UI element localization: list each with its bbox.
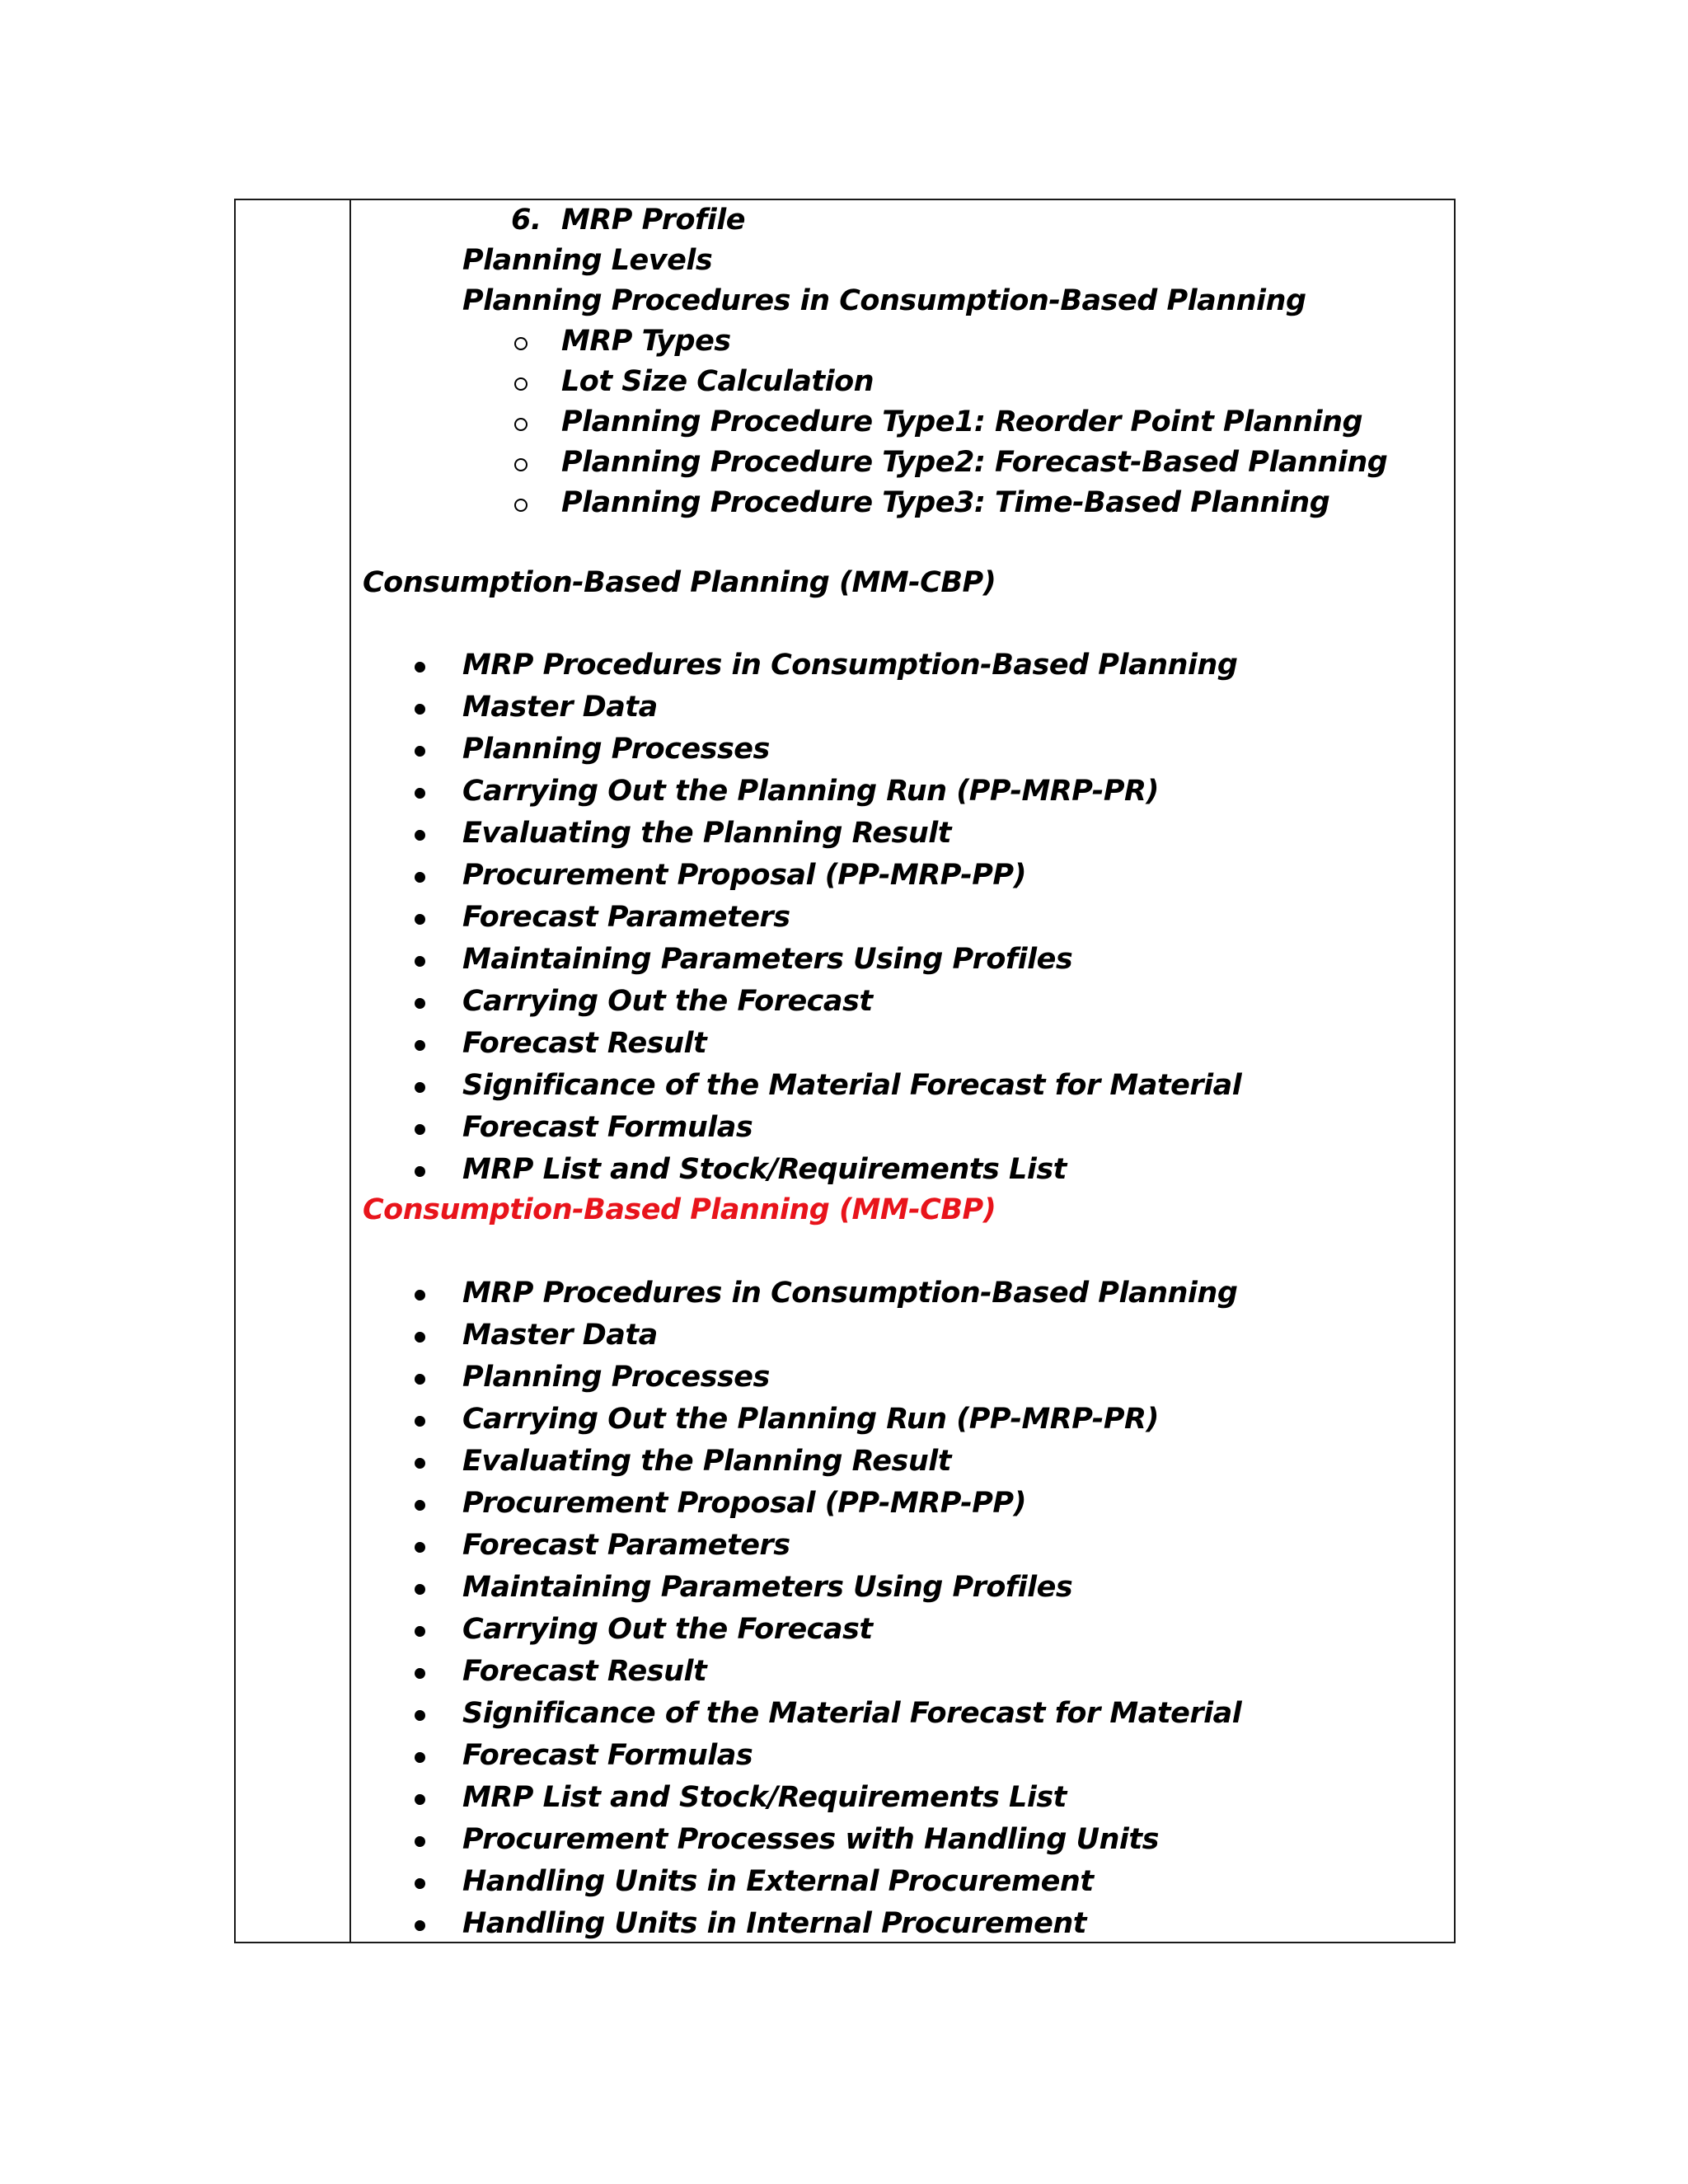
bullet-dot-icon	[415, 1710, 425, 1721]
bullet-dot-icon	[415, 1584, 425, 1595]
bullet-dot-icon	[415, 1836, 425, 1847]
section-heading: Consumption-Based Planning (MM-CBP)	[363, 566, 996, 599]
list-item-text: MRP Types	[561, 325, 731, 358]
bullet-dot-icon	[415, 1794, 425, 1805]
list-item-text: Evaluating the Planning Result	[462, 1445, 952, 1478]
bullet-dot-icon	[415, 1124, 425, 1135]
sub-heading-planning-procedures: Planning Procedures in Consumption-Based Planning	[462, 284, 1306, 317]
list-item-text: Maintaining Parameters Using Profiles	[462, 1571, 1073, 1604]
circle-bullet-icon	[514, 377, 528, 391]
bullet-dot-icon	[415, 1920, 425, 1931]
circle-bullet-icon	[514, 337, 528, 350]
bullet-dot-icon	[415, 662, 425, 673]
circle-bullet-icon	[514, 499, 528, 512]
list-item-text: Forecast Parameters	[462, 1529, 790, 1562]
list-number: 6.	[511, 204, 542, 237]
bullet-dot-icon	[415, 1290, 425, 1301]
bullet-dot-icon	[415, 1416, 425, 1427]
list-item-text: Lot Size Calculation	[561, 365, 874, 398]
bullet-dot-icon	[415, 830, 425, 841]
bullet-dot-icon	[415, 1166, 425, 1177]
section-heading-highlighted: Consumption-Based Planning (MM-CBP)	[363, 1193, 996, 1226]
bullet-dot-icon	[415, 1374, 425, 1385]
bullet-dot-icon	[415, 956, 425, 967]
list-item-text: Handling Units in External Procurement	[462, 1865, 1094, 1898]
bullet-dot-icon	[415, 914, 425, 925]
list-item-text: Carrying Out the Forecast	[462, 1613, 873, 1646]
bullet-dot-icon	[415, 1040, 425, 1051]
list-item-text: Carrying Out the Planning Run (PP-MRP-PR)	[462, 775, 1159, 808]
list-item-text: Forecast Result	[462, 1655, 707, 1688]
list-item-text: Master Data	[462, 1319, 658, 1352]
bullet-dot-icon	[415, 1626, 425, 1637]
bullet-dot-icon	[415, 788, 425, 799]
list-item-text: Handling Units in Internal Procurement	[462, 1907, 1086, 1940]
list-item-text: Carrying Out the Planning Run (PP-MRP-PR)	[462, 1403, 1159, 1436]
list-item-text: Master Data	[462, 691, 658, 724]
bullet-dot-icon	[415, 1458, 425, 1469]
table-column-divider	[349, 200, 351, 1942]
list-item-text: Significance of the Material Forecast for Material	[462, 1069, 1242, 1102]
list-item-text: Maintaining Parameters Using Profiles	[462, 943, 1073, 976]
bullet-dot-icon	[415, 872, 425, 883]
list-item-text: Forecast Formulas	[462, 1739, 753, 1772]
circle-bullet-icon	[514, 458, 528, 471]
list-item-text: Planning Procedure Type2: Forecast-Based Planning	[561, 446, 1388, 479]
list-item-text: Planning Procedure Type3: Time-Based Planning	[561, 486, 1330, 519]
list-item-text: MRP Procedures in Consumption-Based Planning	[462, 1277, 1238, 1310]
list-item-text: Forecast Result	[462, 1027, 707, 1060]
list-item-text: MRP List and Stock/Requirements List	[462, 1781, 1067, 1814]
list-item-text: Planning Processes	[462, 733, 770, 766]
list-item-text: Forecast Parameters	[462, 901, 790, 934]
bullet-dot-icon	[415, 1668, 425, 1679]
bullet-dot-icon	[415, 1500, 425, 1511]
bullet-dot-icon	[415, 704, 425, 715]
bullet-dot-icon	[415, 1752, 425, 1763]
list-item-text: MRP List and Stock/Requirements List	[462, 1153, 1067, 1186]
list-item-text: Procurement Proposal (PP-MRP-PP)	[462, 1487, 1027, 1520]
list-item-text: Procurement Processes with Handling Units	[462, 1823, 1159, 1856]
list-item-text: Procurement Proposal (PP-MRP-PP)	[462, 859, 1027, 892]
circle-bullet-icon	[514, 418, 528, 431]
bullet-dot-icon	[415, 1082, 425, 1093]
bullet-dot-icon	[415, 746, 425, 757]
list-item-text: Planning Processes	[462, 1361, 770, 1394]
list-item-text: Forecast Formulas	[462, 1111, 753, 1144]
bullet-dot-icon	[415, 998, 425, 1009]
bullet-dot-icon	[415, 1542, 425, 1553]
list-item-text: MRP Procedures in Consumption-Based Planning	[462, 649, 1238, 682]
list-item-text: Significance of the Material Forecast for Material	[462, 1697, 1242, 1730]
list-item-text: Planning Procedure Type1: Reorder Point Planning	[561, 405, 1363, 438]
list-item-text: Carrying Out the Forecast	[462, 985, 873, 1018]
list-item-text: Evaluating the Planning Result	[462, 817, 952, 850]
sub-heading-planning-levels: Planning Levels	[462, 244, 713, 277]
bullet-dot-icon	[415, 1878, 425, 1889]
numbered-item-label: MRP Profile	[561, 204, 745, 237]
bullet-dot-icon	[415, 1332, 425, 1343]
